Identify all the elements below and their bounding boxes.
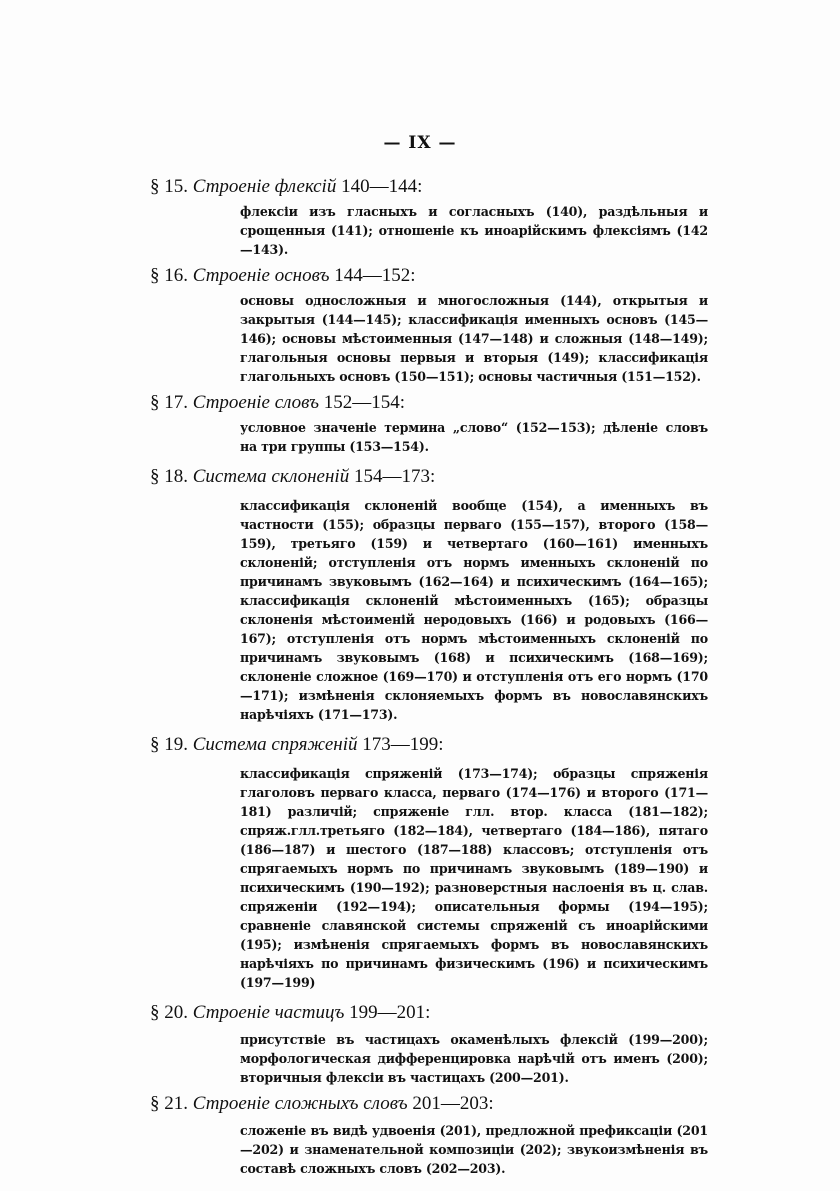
section-number: § 21. bbox=[150, 1093, 188, 1114]
section-title: Строеніе частицъ bbox=[192, 1002, 345, 1023]
section-description: флексіи изъ гласныхъ и согласныхъ (140), раздѣльныя и срощенныя (141); отношеніе къ иноарійскимъ флексіямъ (142—143). bbox=[240, 204, 708, 257]
section-title: Система спряженій bbox=[192, 734, 358, 755]
section-18 bbox=[150, 466, 720, 724]
section-description: классификація спряженій (173—174); образцы спряженія глаголовъ перваго класса, перваго (174—176) и второго (171—181) различій; спряженіе глл. втор. класса (181—182); спряж.глл.третьяго (182—184), четвертаго (184—186), пятаго (186—187) и шестого (187—188) классовъ; отступленія отъ спрягаемыхъ нормъ по причинамъ звуковымъ (189—190) и психическимъ (190—192); разноверстныя наслоенія въ ц. слав. спряженіи (192—194); описательныя формы (194—195); сравненіе славянской системы спряженій съ иноарійскими (195); измѣненія спрягаемыхъ формъ въ новославянскихъ нарѣчіяхъ по причинамъ физическимъ (196) и психическимъ (197—199) bbox=[240, 766, 708, 990]
section-21 bbox=[150, 1093, 720, 1178]
section-heading bbox=[150, 466, 720, 488]
section-page-range: 140—144: bbox=[341, 176, 423, 197]
section-page-range: 201—203: bbox=[412, 1093, 494, 1114]
section-19 bbox=[150, 734, 720, 992]
section-title: Система склоненій bbox=[192, 466, 350, 487]
section-description: условное значеніе термина „слово“ (152—153); дѣленіе словъ на три группы (153—154). bbox=[240, 420, 708, 454]
table-of-contents bbox=[150, 176, 720, 1178]
section-heading bbox=[150, 734, 720, 756]
section-number: § 20. bbox=[150, 1002, 188, 1023]
section-heading bbox=[150, 265, 720, 287]
section-17 bbox=[150, 392, 720, 456]
section-number: § 15. bbox=[150, 176, 188, 197]
section-page-range: 199—201: bbox=[349, 1002, 431, 1023]
section-number: § 16. bbox=[150, 265, 188, 286]
section-page-range: 173—199: bbox=[362, 734, 444, 755]
section-number: § 18. bbox=[150, 466, 188, 487]
section-description: классификація склоненій вообще (154), а именныхъ въ частности (155); образцы перваго (155—157), второго (158—159), третьяго (159) и четвертаго (160—161) именныхъ склоненій; отступленія отъ нормъ именныхъ склоненій по причинамъ звуковымъ (162—164) и психическимъ (164—165); классификація склоненій мѣстоименныхъ (165); образцы склоненія мѣстоименій неродовыхъ (166) и родовыхъ (166—167); отступленія отъ нормъ мѣстоименныхъ склоненій по причинамъ звуковымъ (168) и психическимъ (168—169); склоненіе сложное (169—170) и отступленія отъ его нормъ (170—171); измѣненія склоняемыхъ формъ въ новославянскихъ нарѣчіяхъ (171—173). bbox=[240, 498, 708, 722]
section-title: Строеніе флексій bbox=[192, 176, 337, 197]
section-description: присутствіе въ частицахъ окаменѣлыхъ флексій (199—200); морфологическая дифференцировка нарѣчій отъ именъ (200); вторичныя флексіи въ частицахъ (200—201). bbox=[240, 1032, 708, 1085]
section-description: основы односложныя и многосложныя (144), открытыя и закрытыя (144—145); классификація именныхъ основъ (145—146); основы мѣстоименныя (147—148) и сложныя (148—149); глагольныя основы первыя и вторыя (149); классификація глагольныхъ основъ (150—151); основы частичныя (151—152). bbox=[240, 293, 708, 384]
section-page-range: 154—173: bbox=[353, 466, 436, 487]
section-number: § 17. bbox=[150, 392, 188, 413]
section-title: Строеніе сложныхъ словъ bbox=[192, 1093, 408, 1114]
section-number: § 19. bbox=[150, 734, 188, 755]
section-heading bbox=[150, 176, 720, 198]
section-title: Строеніе словъ bbox=[192, 392, 320, 413]
section-heading bbox=[150, 1093, 720, 1115]
section-heading bbox=[150, 392, 720, 414]
section-16 bbox=[150, 265, 720, 386]
section-page-range: 152—154: bbox=[323, 392, 406, 413]
section-description: сложеніе въ видѣ удвоенія (201), предложной префиксаціи (201—202) и знаменательной композиціи (202); звукоизмѣненія въ составѣ сложныхъ словъ (202—203). bbox=[240, 1123, 708, 1176]
page-number: — IX — bbox=[383, 133, 457, 153]
section-20 bbox=[150, 1002, 720, 1087]
section-15 bbox=[150, 176, 720, 259]
section-page-range: 144—152: bbox=[334, 265, 416, 286]
section-heading bbox=[150, 1002, 720, 1024]
section-title: Строеніе основъ bbox=[192, 265, 330, 286]
